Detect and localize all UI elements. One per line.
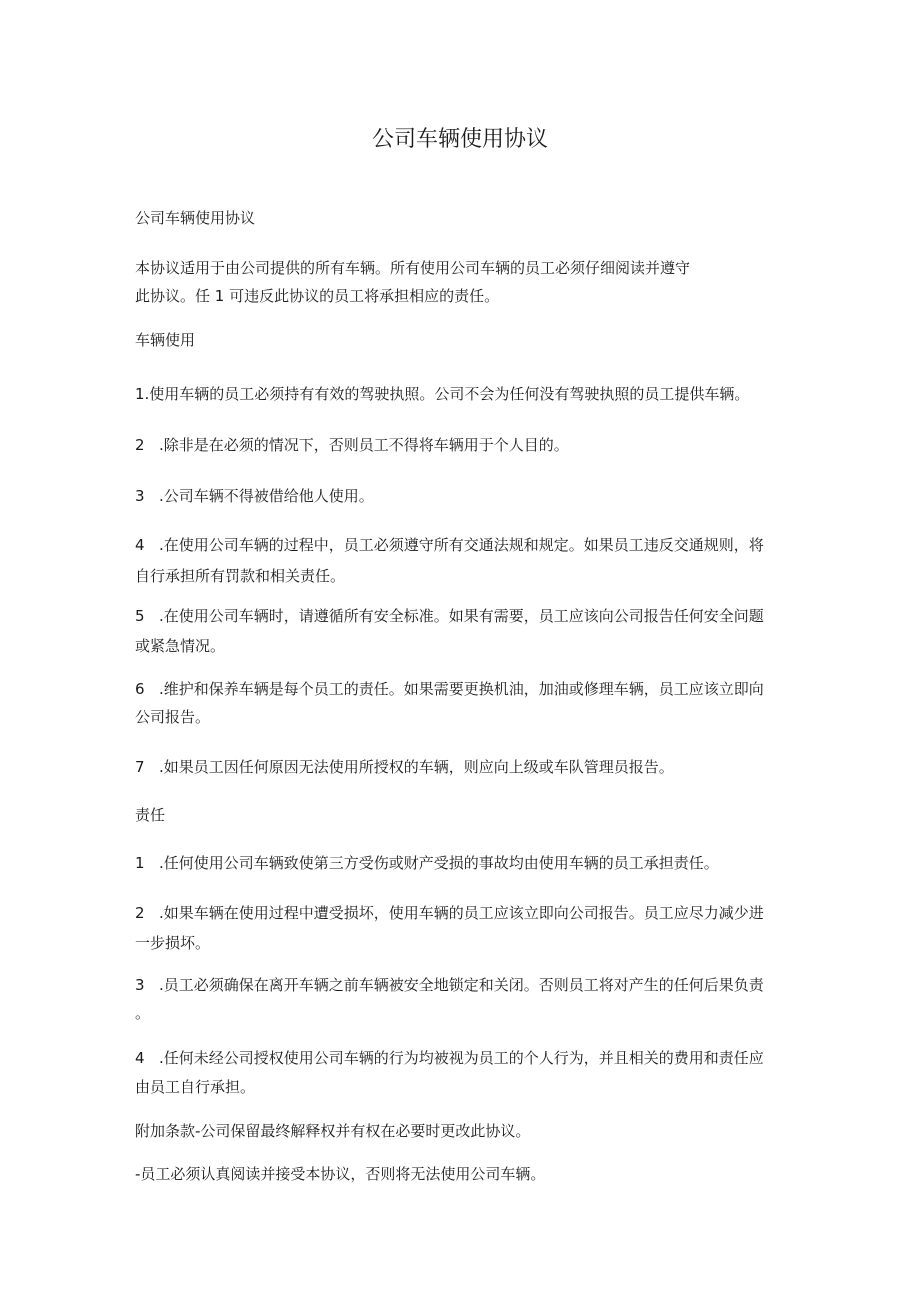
intro-line-1: 本协议适用于由公司提供的所有车辆。所有使用公司车辆的员工必须仔细阅读并遵守 [135,259,691,277]
intro-line-2: 此协议。任 1 可违反此协议的员工将承担相应的责任。 [135,287,500,305]
item-text: .如果车辆在使用过程中遭受损坏，使用车辆的员工应该立即向公司报告。员工应尽力减少进 [159,904,764,922]
vehicle-use-item-7 [135,757,674,777]
responsibility-item-4 [135,1048,764,1068]
vehicle-use-item-3 [135,486,374,506]
responsibility-item-2 [135,903,764,923]
vehicle-use-item-4 [135,535,764,555]
vehicle-use-item-1: 1.使用车辆的员工必须持有有效的驾驶执照。公司不会为任何没有驾驶执照的员工提供车辆。 [135,385,750,403]
page-title: 公司车辆使用协议 [371,127,548,152]
item-text: .在使用公司车辆的过程中，员工必须遵守所有交通法规和规定。如果员工违反交通规则，将 [159,536,764,554]
responsibility-item-2-cont: 一步损坏。 [135,934,211,952]
vehicle-use-item-6 [135,679,764,699]
item-number: 2 [135,436,145,454]
item-number: 3 [135,976,145,994]
section-heading-vehicle-use: 车辆使用 [135,331,196,349]
subtitle: 公司车辆使用协议 [135,209,256,227]
section-heading-responsibility: 责任 [135,806,166,824]
item-number: 1 [135,854,145,872]
item-number: 7 [135,758,145,776]
vehicle-use-item-6-cont: 公司报告。 [135,708,211,726]
item-text: .维护和保养车辆是每个员工的责任。如果需要更换机油，加油或修理车辆，员工应该立即向 [159,680,764,698]
item-number: 3 [135,487,145,505]
item-number: 4 [135,1049,145,1067]
item-text: .任何未经公司授权使用公司车辆的行为均被视为员工的个人行为，并且相关的费用和责任应 [159,1049,764,1067]
responsibility-item-4-cont: 由员工自行承担。 [135,1078,256,1096]
vehicle-use-item-5 [135,606,764,626]
item-number: 5 [135,607,145,625]
responsibility-item-1 [135,853,719,873]
item-number: 6 [135,680,145,698]
item-text: .在使用公司车辆时，请遵循所有安全标准。如果有需要，员工应该向公司报告任何安全问题 [159,607,764,625]
additional-terms-line-1: 附加条款-公司保留最终解释权并有权在必要时更改此协议。 [135,1122,531,1140]
vehicle-use-item-4-cont: 自行承担所有罚款和相关责任。 [135,567,346,585]
item-number: 4 [135,536,145,554]
item-text: .如果员工因任何原因无法使用所授权的车辆，则应向上级或车队管理员报告。 [159,758,674,776]
vehicle-use-item-2 [135,435,569,455]
item-text: .员工必须确保在离开车辆之前车辆被安全地锁定和关闭。否则员工将对产生的任何后果负责 [159,976,764,994]
item-text: .公司车辆不得被借给他人使用。 [159,487,374,505]
item-number: 2 [135,904,145,922]
responsibility-item-3-cont: 。 [135,1004,151,1022]
additional-terms-line-2: -员工必须认真阅读并接受本协议，否则将无法使用公司车辆。 [135,1165,546,1183]
item-text: .除非是在必须的情况下，否则员工不得将车辆用于个人目的。 [159,436,569,454]
item-text: .任何使用公司车辆致使第三方受伤或财产受损的事故均由使用车辆的员工承担责任。 [159,854,719,872]
vehicle-use-item-5-cont: 或紧急情况。 [135,637,226,655]
responsibility-item-3 [135,975,764,995]
